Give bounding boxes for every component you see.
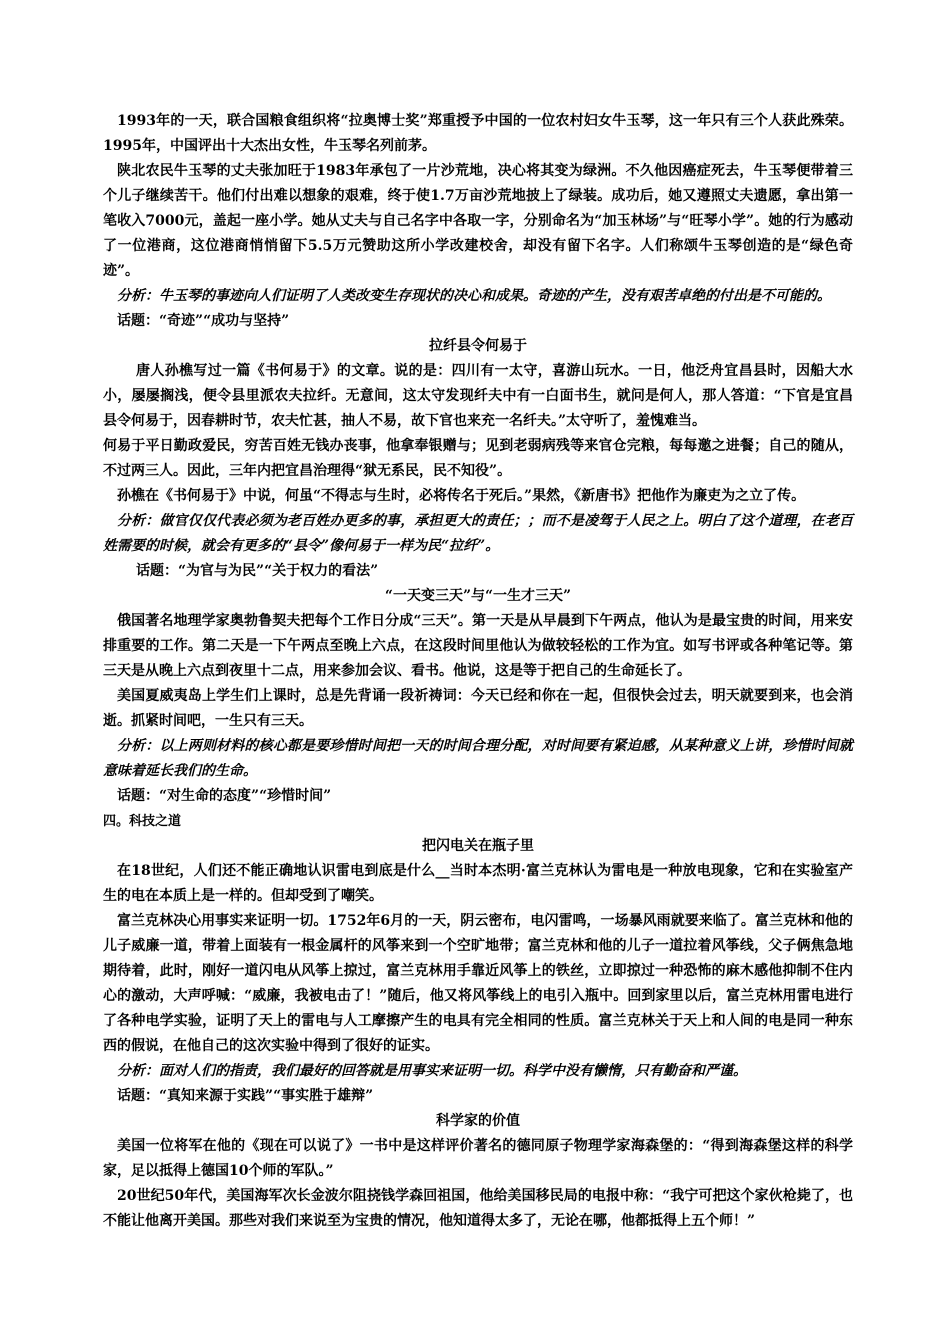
s5-paragraph-2: 20世纪50年代，美国海军次长金波尔阻挠钱学森回祖国，他给美国移民局的电报中称：“我宁可把这个家伙枪毙了，也不能让他离开美国。那些对我们来说至为宝贵的情况，他知道得太多了，无论在哪，他都抵得上五个师！” <box>103 1188 853 1229</box>
s2-paragraph-1: 唐人孙樵写过一篇《书何易于》的文章。说的是：四川有一太守，喜游山玩水。一日，他泛舟宜昌县时，因船大水小，屡屡搁浅，便令县里派农夫拉纤。无意间，这太守发现纤夫中有一白面书生，就问是何人，那人答道：“下官是宜昌县令何易于，因春耕时节，农夫忙甚，抽人不易，故下官也来充一名纤夫。”太守听了，羞愧难当。 <box>103 363 853 429</box>
s3-title: “一天变三天”与“一生才三天” <box>384 588 572 604</box>
s1-analysis: 分析：牛玉琴的事迹向人们证明了人类改变生存现状的决心和成果。奇迹的产生，没有艰苦卓绝的付出是不可能的。 <box>117 288 831 304</box>
s4-paragraph-2: 富兰克林决心用事实来证明一切。1752年6月的一天，阴云密布，电闪雷鸣，一场暴风雨就要来临了。富兰克林和他的儿子威廉一道，带着上面装有一根金属杆的风筝来到一个空旷地带；富兰克林和他的儿子一道拉着风筝线，父子俩焦急地期待着，此时，刚好一道闪电从风筝上掠过，富兰克林用手靠近风筝上的铁丝，立即掠过一种恐怖的麻木感他抑制不住内心的激动，大声呼喊：“威廉，我被电击了！”随后，他又将风筝线上的电引入瓶中。回到家里以后，富兰克林用雷电进行了各种电学实验，证明了天上的雷电与人工摩擦产生的电具有完全相同的性质。富兰克林关于天上和人间的电是同一种东西的假说，在他自己的这次实验中得到了很好的证实。 <box>103 913 853 1054</box>
s5-title: 科学家的价值 <box>436 1113 520 1129</box>
s3-paragraph-2: 美国夏威夷岛上学生们上课时，总是先背诵一段祈祷词：今天已经和你在一起，但很快会过去，明天就要到来，也会消逝。抓紧时间吧，一生只有三天。 <box>103 688 853 729</box>
s2-analysis: 分析：做官仅仅代表必须为老百姓办更多的事，承担更大的责任；；而不是凌驾于人民之上。明白了这个道理，在老百姓需要的时候，就会有更多的“县令”像何易于一样为民“拉纤”。 <box>103 513 853 554</box>
s2-topic: 话题：“为官与为民”“关于权力的看法” <box>136 563 379 579</box>
document-page <box>103 109 853 1234</box>
s4-title: 把闪电关在瓶子里 <box>422 838 534 854</box>
s1-topic: 话题：“奇迹”“成功与坚持” <box>117 313 290 329</box>
section-heading-4: 四。科技之道 <box>103 814 182 829</box>
s3-topic: 话题：“对生命的态度”“珍惜时间” <box>117 788 332 804</box>
s4-analysis: 分析：面对人们的指责，我们最好的回答就是用事实来证明一切。科学中没有懒惰，只有勤奋和严谨。 <box>117 1063 747 1079</box>
s1-paragraph-2: 陕北农民牛玉琴的丈夫张加旺于1983年承包了一片沙荒地，决心将其变为绿洲。不久他因癌症死去，牛玉琴便带着三个儿子继续苦干。他们付出难以想象的艰难，终于使1.7万亩沙荒地披上了绿装。成功后，她又遵照丈夫遗愿，拿出第一笔收入7000元，盖起一座小学。她从丈夫与自己名字中各取一字，分别命名为“加玉林场”与“旺琴小学”。她的行为感动了一位港商，这位港商悄悄留下5.5万元赞助这所小学改建校舍，却没有留下名字。人们称颂牛玉琴创造的是“绿色奇迹”。 <box>103 163 853 279</box>
s4-paragraph-1: 在18世纪，人们还不能正确地认识雷电到底是什么__当时本杰明·富兰克林认为雷电是一种放电现象，它和在实验室产生的电在本质上是一样的。但却受到了嘲笑。 <box>103 863 853 904</box>
s5-paragraph-1: 美国一位将军在他的《现在可以说了》一书中是这样评价著名的德同原子物理学家海森堡的：“得到海森堡这样的科学家，足以抵得上德国10个师的军队。” <box>103 1138 853 1179</box>
s4-topic: 话题：“真知来源于实践”“事实胜于雄辩” <box>117 1088 374 1104</box>
s3-paragraph-1: 俄国著名地理学家奥勃鲁契夫把每个工作日分成“三天”。第一天是从早晨到下午两点，他认为是最宝贵的时间，用来安排重要的工作。第二天是一下午两点至晚上六点，在这段时间里他认为做较轻松的工作为宜。如写书评或各种笔记等。第三天是从晚上六点到夜里十二点，用来参加会议、看书。他说，这是等于把自己的生命延长了。 <box>103 613 853 679</box>
s2-paragraph-3: 孙樵在《书何易于》中说，何虽“不得志与生时，必将传名于死后。”果然，《新唐书》把他作为廉吏为之立了传。 <box>117 488 806 504</box>
s2-title: 拉纤县令何易于 <box>429 338 527 354</box>
s2-paragraph-2: 何易于平日勤政爱民，穷苦百姓无钱办丧事，他拿奉银赠与；见到老弱病残等来官仓完粮，每每邀之进餐；自己的随从，不过两三人。因此，三年内把宜昌治理得“狱无系民，民不知役”。 <box>103 438 853 479</box>
s1-paragraph-1: 1993年的一天，联合国粮食组织将“拉奥博士奖”郑重授予中国的一位农村妇女牛玉琴，这一年只有三个人获此殊荣。1995年，中国评出十大杰出女性，牛玉琴名列前茅。 <box>103 113 853 154</box>
s3-analysis: 分析：以上两则材料的核心都是要珍惜时间把一天的时间合理分配，对时间要有紧迫感，从某种意义上讲，珍惜时间就意味着延长我们的生命。 <box>103 738 853 779</box>
